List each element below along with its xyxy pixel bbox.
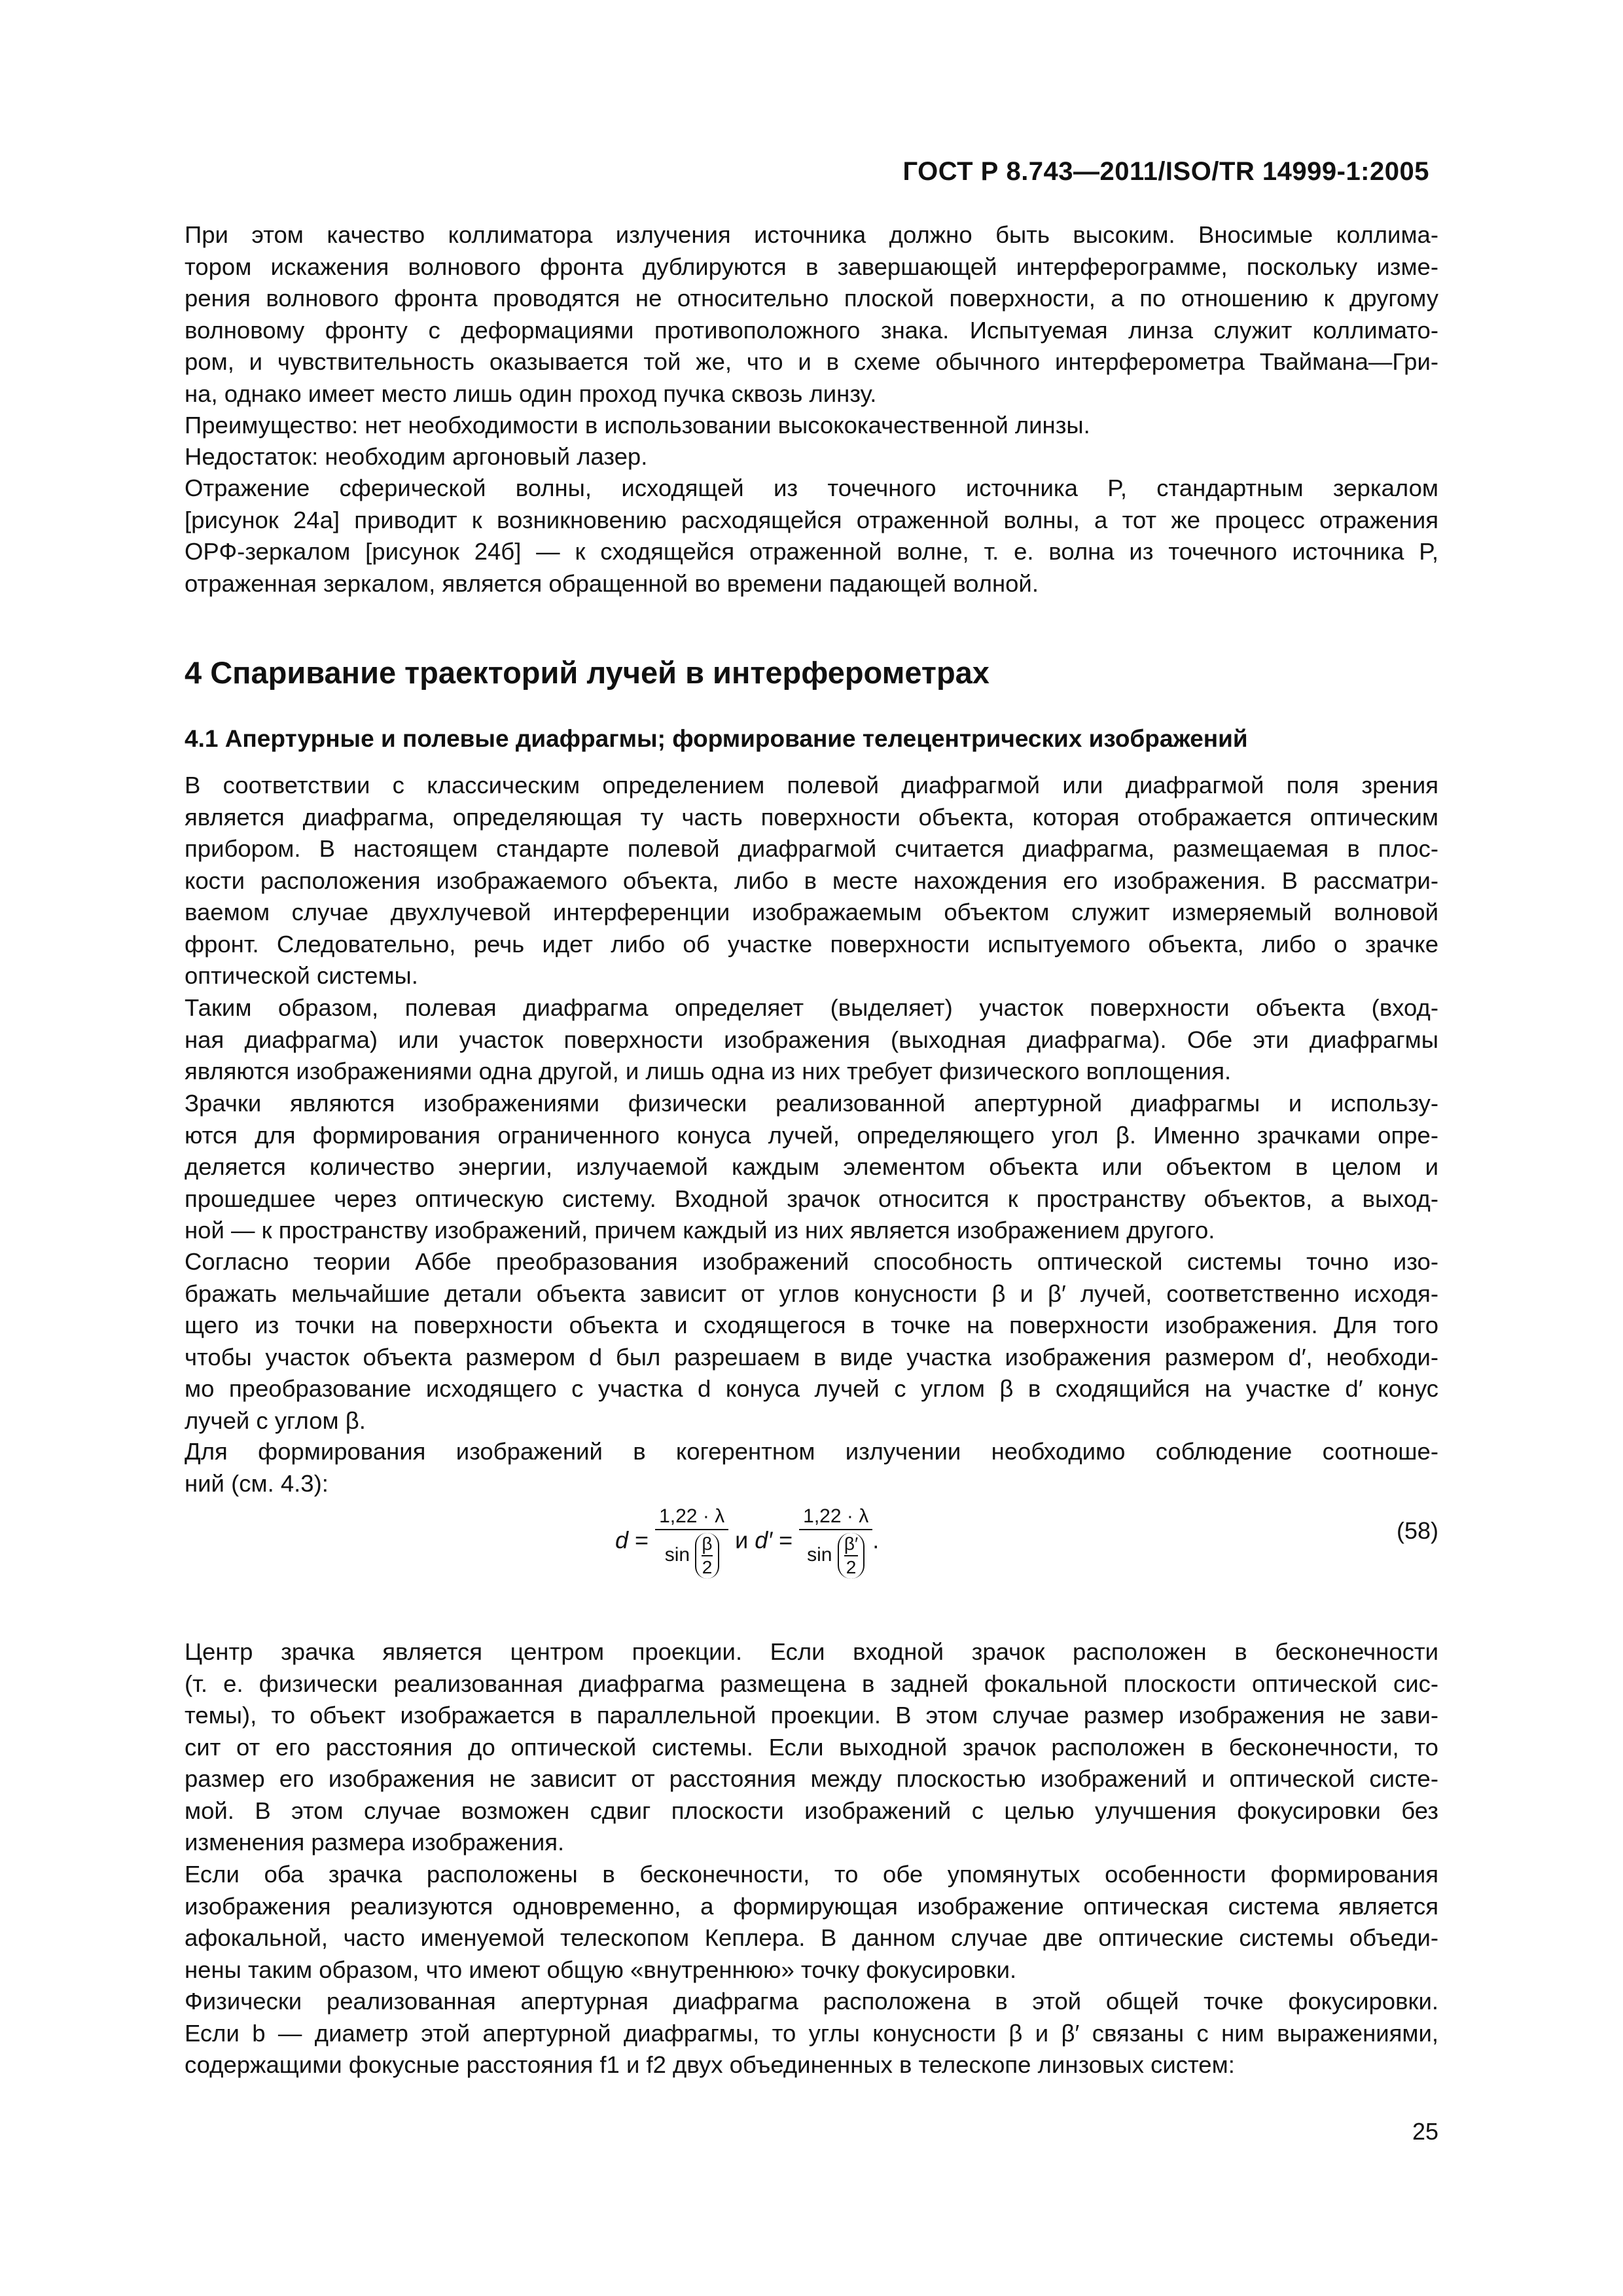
formula-sin-1: sin (664, 1543, 690, 1566)
formula-equals-2: = (779, 1526, 793, 1554)
p1-line: оптической системы. (185, 962, 418, 989)
p6-line: Центр зрачка является центром проекции. Если входной зрачок расположен в бесконечности (185, 1638, 1438, 1665)
p4-line: щего из точки на поверхности объекта и сходящегося в точке на поверхности изображения. Для того (185, 1312, 1438, 1338)
formula-paren-1 (695, 1533, 719, 1579)
formula-fraction-1 (655, 1505, 728, 1579)
formula-two-1: 2 (702, 1557, 713, 1577)
formula-equals: = (635, 1526, 649, 1554)
p3-line: Зрачки являются изображениями физически реализованной апертурной диафрагмы и использу- (185, 1090, 1438, 1117)
formula-beta: β (702, 1533, 712, 1556)
reflection-line: ОРФ-зеркалом [рисунок 24б] — к сходящейся отраженной волне, т. е. волна из точечного источника P, (185, 538, 1438, 565)
p5-line: Для формирования изображений в когерентном излучении необходимо соблюдение соотноше- (185, 1438, 1438, 1465)
paragraph-aperture-stop (185, 1986, 1438, 2081)
p2-line: ная диафрагма) или участок поверхности изображения (выходная диафрагма). Обе эти диафрагмы (185, 1026, 1438, 1053)
formula-d: d (615, 1526, 629, 1554)
formula-period: . (872, 1526, 880, 1554)
formula-58 (615, 1505, 879, 1579)
formula-denominator-1 (655, 1530, 728, 1579)
p4-line: мо преобразование исходящего с участка d конуса лучей с углом β в сходящийся на участке d′ конус (185, 1375, 1438, 1402)
formula-number: (58) (1396, 1517, 1438, 1544)
p1-line: прибором. В настоящем стандарте полевой диафрагмой считается диафрагма, размещаемая в плос- (185, 835, 1438, 862)
intro-line: тором искажения волнового фронта дублируются в завершающей интерферограмме, поскольку изме- (185, 253, 1438, 280)
paragraph-field-diaphragm-role (185, 992, 1438, 1088)
p2-line: являются изображениями одна другой, и лишь одна из них требует физического воплощения. (185, 1058, 1232, 1085)
p6-line: (т. е. физически реализованная диафрагма размещена в задней фокальной плоскости оптической сис- (185, 1670, 1438, 1697)
advantage-paragraph (185, 410, 1438, 442)
formula-d-prime: d′ (755, 1526, 773, 1554)
p6-line: мой. В этом случае возможен сдвиг плоскости изображений с целью улучшения фокусировки без (185, 1797, 1438, 1824)
section-4-1-heading: 4.1 Апертурные и полевые диафрагмы; формирование телецентрических изображений (185, 725, 1248, 752)
intro-paragraph (185, 219, 1438, 410)
reflection-line: [рисунок 24а] приводит к возникновению расходящейся отраженной волны, а тот же процесс отражения (185, 506, 1438, 533)
p7-line: изображения реализуются одновременно, а формирующая изображение оптическая система является (185, 1892, 1438, 1920)
paragraph-abbe-theory (185, 1246, 1438, 1437)
p4-line: чтобы участок объекта размером d был разрешаем в виде участка изображения размером d′, необходи- (185, 1343, 1438, 1371)
p7-line: афокальной, часто именуемой телескопом Кеплера. В данном случае две оптические системы объеди- (185, 1924, 1438, 1951)
intro-line: на, однако имеет место лишь один проход пучка сквозь линзу. (185, 380, 877, 407)
reflection-line: Отражение сферической волны, исходящей из точечного источника P, стандартным зеркалом (185, 475, 1438, 501)
paragraph-pupils (185, 1088, 1438, 1247)
p1-line: является диафрагма, определяющая ту часть поверхности объекта, которая отображается оптическим (185, 803, 1438, 831)
page-number: 25 (1412, 2118, 1438, 2145)
p8-line: Физически реализованная апертурная диафрагма расположена в этой общей точке фокусировки. (185, 1988, 1438, 2015)
p3-line: деляется количество энергии, излучаемой каждым элементом объекта или объектом в целом и (185, 1153, 1438, 1180)
formula-sin-2: sin (807, 1543, 832, 1566)
p6-line: темы), то объект изображается в параллельной проекции. В этом случае размер изображения не зави- (185, 1702, 1438, 1729)
p8-line: Если b — диаметр этой апертурной диафрагмы, то углы конусности β и β′ связаны с ним выражениями, (185, 2019, 1438, 2047)
p1-line: кости расположения изображаемого объекта, либо в месте нахождения его изображения. В рассматри- (185, 867, 1438, 894)
paragraph-field-diaphragm (185, 770, 1438, 992)
section-4-heading: 4 Спаривание траекторий лучей в интерферометрах (185, 655, 990, 690)
disadvantage-paragraph (185, 441, 1438, 473)
p3-line: прошедшее через оптическую систему. Входной зрачок относится к пространству объектов, а выход- (185, 1185, 1438, 1212)
formula-numerator-1: 1,22 · λ (655, 1505, 728, 1530)
reflection-line: отраженная зеркалом, является обращенной во времени падающей волной. (185, 569, 1039, 597)
p5-line: ний (см. 4.3): (185, 1469, 329, 1497)
formula-and: и (735, 1526, 749, 1554)
formula-fraction-2 (799, 1505, 872, 1579)
formula-paren-2 (838, 1533, 865, 1579)
reflection-paragraph (185, 473, 1438, 600)
formula-beta-prime: β′ (844, 1533, 858, 1556)
p1-line: ваемом случае двухлучевой интерференции изображаемым объектом служит измеряемый волновой (185, 899, 1438, 925)
paragraph-projection-center (185, 1636, 1438, 1859)
p1-line: В соответствии с классическим определением полевой диафрагмой или диафрагмой поля зрения (185, 772, 1438, 798)
p6-line: сит от его расстояния до оптической системы. Если выходной зрачок расположен в бесконечности, то (185, 1733, 1438, 1761)
p6-line: изменения размера изображения. (185, 1829, 565, 1856)
formula-denominator-2 (799, 1530, 872, 1579)
intro-line: рения волнового фронта проводятся не относительно плоской поверхности, а по отношению к другому (185, 285, 1438, 312)
p4-line: Согласно теории Аббе преобразования изображений способность оптической системы точно изо- (185, 1248, 1438, 1275)
p7-line: нены таким образом, что имеют общую «внутреннюю» точку фокусировки. (185, 1956, 1017, 1983)
p1-line: фронт. Следовательно, речь идет либо об участке поверхности испытуемого объекта, либо о зрачке (185, 930, 1438, 958)
p6-line: размер его изображения не зависит от расстояния между плоскостью изображений и оптической систе- (185, 1765, 1438, 1792)
document-code-header: ГОСТ Р 8.743—2011/ISO/TR 14999-1:2005 (902, 157, 1429, 186)
p8-line: содержащими фокусные расстояния f1 и f2 двух объединенных в телескопе линзовых систем: (185, 2051, 1235, 2078)
formula-numerator-2: 1,22 · λ (799, 1505, 872, 1530)
disadvantage-text: Недостаток: необходим аргоновый лазер. (185, 443, 648, 470)
p3-line: ются для формирования ограниченного конуса лучей, определяющего угол β. Именно зрачками опре- (185, 1121, 1438, 1149)
intro-line: волновому фронту с деформациями противоположного знака. Испытуемая линза служит коллимато- (185, 316, 1438, 344)
formula-two-2: 2 (846, 1557, 857, 1577)
p4-line: лучей с углом β. (185, 1407, 366, 1434)
p7-line: Если оба зрачка расположены в бесконечности, то обе упомянутых особенности формирования (185, 1861, 1438, 1888)
p3-line: ной — к пространству изображений, причем каждый из них является изображением другого. (185, 1217, 1215, 1244)
paragraph-kepler-telescope (185, 1859, 1438, 1986)
advantage-text: Преимущество: нет необходимости в использовании высококачественной линзы. (185, 412, 1090, 439)
p4-line: бражать мельчайшие детали объекта зависит от углов конусности β и β′ лучей, соответственно исходя- (185, 1280, 1438, 1307)
intro-line: При этом качество коллиматора излучения источника должно быть высоким. Вносимые коллима- (185, 221, 1438, 248)
p2-line: Таким образом, полевая диафрагма определяет (выделяет) участок поверхности объекта (вход- (185, 994, 1438, 1021)
intro-line: ром, и чувствительность оказывается той же, что и в схеме обычного интерферометра Тваймана—Гри- (185, 348, 1438, 375)
paragraph-coherent-relations (185, 1436, 1438, 1499)
